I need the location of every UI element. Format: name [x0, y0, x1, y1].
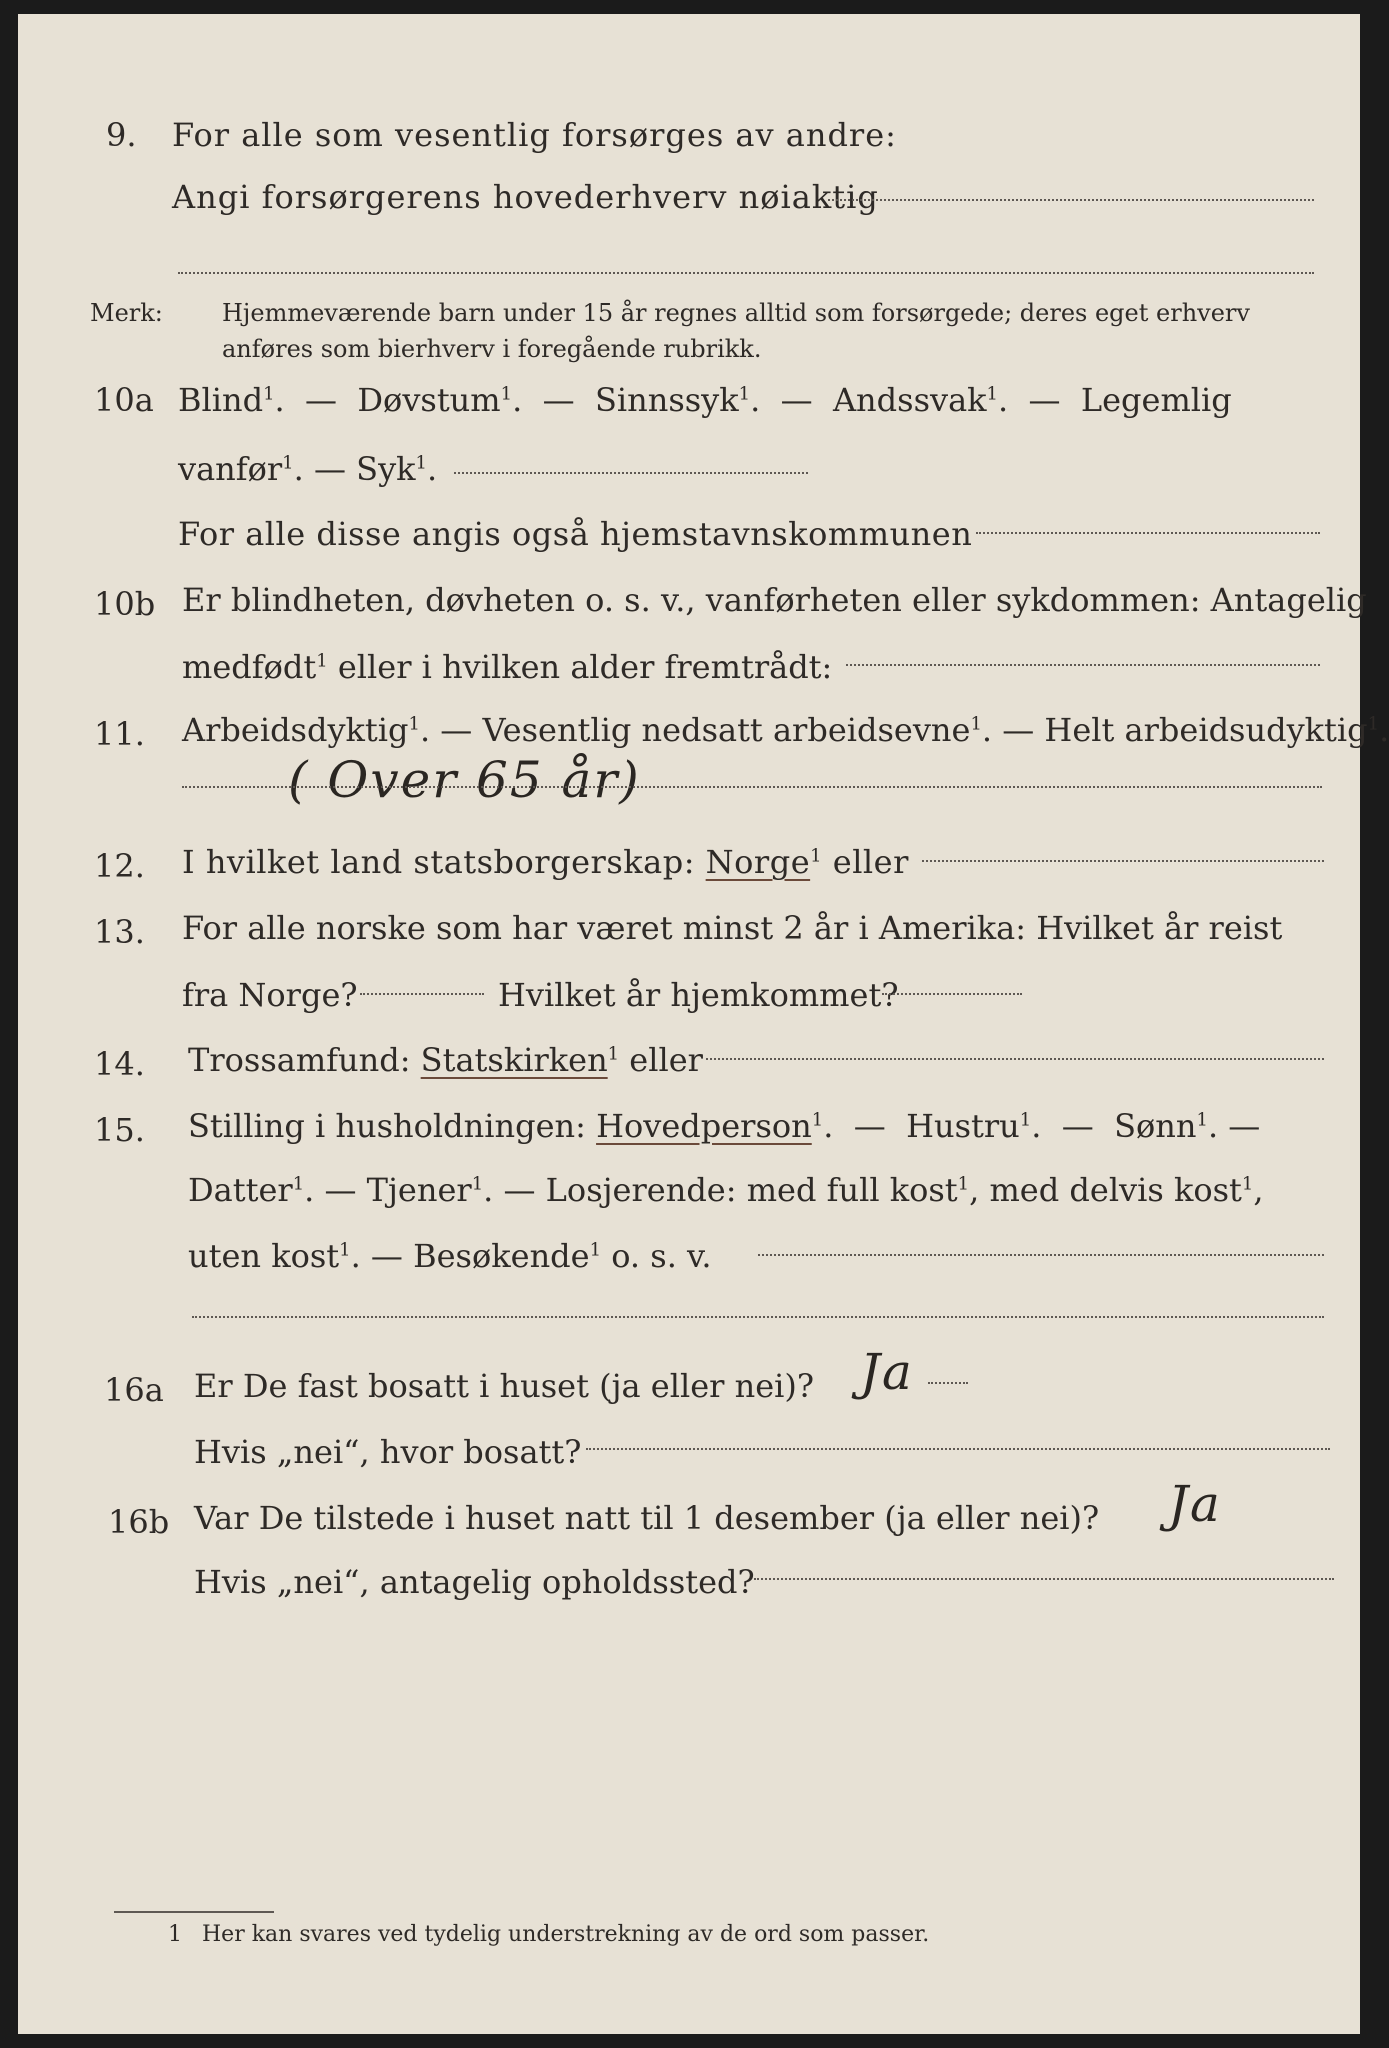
q15-line1: Stilling i husholdningen: Hovedperson$^1$. — Hustru$^1$. — Sønn$^1$. — [188, 1107, 1261, 1145]
q13-line1: For alle norske som har været minst 2 år i Amerika: Hvilket år reist [182, 909, 1283, 947]
question-number-15: 15. [94, 1111, 145, 1149]
census-form-page [18, 14, 1389, 2034]
q10b-line2-rest: eller i hvilken alder fremtrådt: [337, 648, 833, 686]
question-number-16a: 16a [104, 1371, 164, 1409]
q10a-syk: Syk [356, 450, 416, 488]
q9-answer-line-2 [178, 272, 1314, 274]
q9-line1: For alle som vesentlig forsørges av andre: [172, 116, 897, 154]
q15-besokende: Besøkende [413, 1237, 590, 1275]
merk-line2: anføres som bierhverv i foregående rubrikk. [222, 335, 762, 363]
q12-norge: Norge [705, 843, 811, 881]
q11-nedsatt: Vesentlig nedsatt arbeidsevne [482, 711, 971, 749]
q13-hjemkommet: Hvilket år hjemkommet? [498, 976, 899, 1014]
q10a-sinnssyk: Sinnssyk [594, 381, 739, 419]
q13-reist-line [360, 993, 484, 995]
question-number-10a: 10a [94, 381, 154, 419]
q11-udyktig: Helt arbeidsudyktig [1044, 711, 1368, 749]
q10a-line3: For alle disse angis også hjemstavnskommunen [178, 515, 973, 553]
q10b-medfodt: medfødt [182, 648, 317, 686]
footnote-text: Her kan svares ved tydelig understrekning av de ord som passer. [202, 1922, 930, 1947]
q15-answer-line-2 [192, 1316, 1324, 1318]
q15-answer-line [758, 1254, 1324, 1256]
footnote-rule [114, 1911, 274, 1913]
footnote-mark: 1 [168, 1922, 182, 1947]
q15-hovedperson: Hovedperson [596, 1107, 812, 1145]
q14-answer-line [706, 1058, 1324, 1060]
q10a-andssvak: Andssvak [832, 381, 987, 419]
q16b-line1: Var De tilstede i huset natt til 1 desember (ja eller nei)? [194, 1499, 1100, 1537]
q10a-line1: Blind$^1$. — Døvstum$^1$. — Sinnssyk$^1$. — Andssvak$^1$. — Legemlig [178, 381, 1232, 419]
q11-handwritten-answer: ( Over 65 år) [288, 751, 641, 809]
q10b-line2: medfødt$^1$ eller i hvilken alder fremtrådt: [182, 648, 833, 686]
q10a-blind: Blind [178, 381, 264, 419]
question-number-16b: 16b [108, 1503, 170, 1541]
q10a-answer-line [454, 472, 808, 474]
q12-eller: eller [832, 843, 909, 881]
q16b-opholdssted-line [754, 1578, 1334, 1580]
q15-delvis: med delvis kost [989, 1171, 1242, 1209]
q11-answer-line [182, 786, 1322, 788]
q14-eller: eller [629, 1041, 703, 1079]
q10a-dovstum: Døvstum [357, 381, 501, 419]
q12-answer-line [922, 860, 1324, 862]
q16b-handwritten-answer: Ja [1168, 1475, 1222, 1533]
q16a-line2: Hvis „nei“, hvor bosatt? [194, 1433, 582, 1471]
q9-answer-line [828, 199, 1314, 201]
q11-line1: Arbeidsdyktig$^1$. — Vesentlig nedsatt arbeidsevne$^1$. — Helt arbeidsudyktig$^1$. [182, 711, 1389, 749]
q15-datter: Datter [188, 1171, 293, 1209]
question-number-13: 13. [94, 913, 145, 951]
q16a-handwritten-answer: Ja [860, 1343, 914, 1401]
q10a-line2: vanfør$^1$. — Syk$^1$. [178, 450, 438, 488]
question-number-9: 9. [106, 116, 137, 154]
q9-line2: Angi forsørgerens hovederhverv nøiaktig [172, 178, 879, 216]
q10b-line1: Er blindheten, døvheten o. s. v., vanførheten eller sykdommen: Antagelig [182, 581, 1367, 619]
q15-stilling: Stilling i husholdningen: [188, 1107, 586, 1145]
question-number-14: 14. [94, 1045, 145, 1083]
q15-osv: o. s. v. [611, 1237, 712, 1275]
q13-hjemkommet-line [882, 993, 1022, 995]
q14-line: Trossamfund: Statskirken$^1$ eller [188, 1041, 703, 1079]
q15-line3: uten kost$^1$. — Besøkende$^1$ o. s. v. [188, 1237, 712, 1275]
q15-uten: uten kost [188, 1237, 340, 1275]
q12-line: I hvilket land statsborgerskap: Norge$^1$ eller [182, 843, 909, 881]
q10a-vanfor: vanfør [178, 450, 283, 488]
q16a-answer-line [928, 1382, 968, 1384]
q16b-line2: Hvis „nei“, antagelig opholdssted? [194, 1563, 755, 1601]
q14-statskirken: Statskirken [420, 1041, 608, 1079]
q16a-line1: Er De fast bosatt i huset (ja eller nei)? [194, 1367, 815, 1405]
q12-text: I hvilket land statsborgerskap: [182, 843, 695, 881]
q15-hustru: Hustru [906, 1107, 1020, 1145]
q11-arbeidsdyktig: Arbeidsdyktig [182, 711, 409, 749]
q14-text: Trossamfund: [188, 1041, 411, 1079]
question-number-12: 12. [94, 847, 145, 885]
q15-tjener: Tjener [366, 1171, 472, 1209]
q10a-hjemstavn-line [976, 532, 1320, 534]
merk-label: Merk: [90, 299, 163, 327]
q15-line2: Datter$^1$. — Tjener$^1$. — Losjerende: med full kost$^1$, med delvis kost$^1$, [188, 1171, 1264, 1209]
q10b-answer-line [846, 664, 1320, 666]
question-number-11: 11. [94, 715, 145, 753]
q13-fra-norge: fra Norge? [182, 976, 358, 1014]
q15-sonn: Sønn [1114, 1107, 1197, 1145]
q10a-legemlig: Legemlig [1080, 381, 1232, 419]
merk-line1: Hjemmeværende barn under 15 år regnes alltid som forsørgede; deres eget erhverv [222, 299, 1250, 327]
q16a-bosatt-line [586, 1448, 1330, 1450]
q15-losjerende: Losjerende: med full kost [545, 1171, 958, 1209]
question-number-10b: 10b [94, 585, 156, 623]
